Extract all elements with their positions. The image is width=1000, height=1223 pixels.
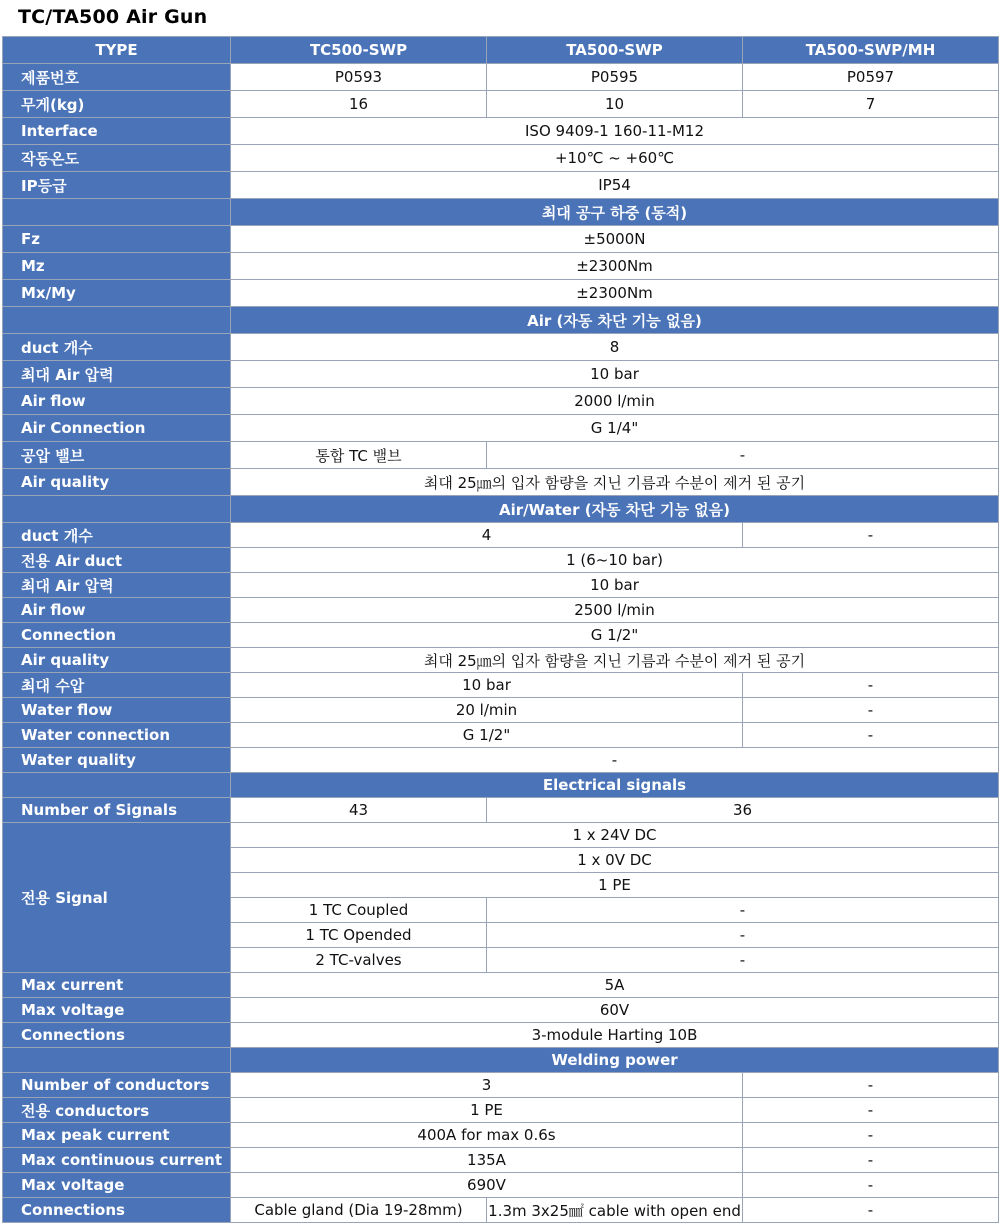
row-label: duct 개수 [3,334,231,361]
cell: 2500 l/min [231,598,999,623]
section-blank [3,307,231,334]
table-row [3,91,999,118]
cell: - [487,442,999,469]
cell: 400A for max 0.6s [231,1123,743,1148]
cell: - [743,673,999,698]
row-label: Connection [3,623,231,648]
table-row [3,748,999,773]
cell: 3-module Harting 10B [231,1023,999,1048]
section-blank [3,199,231,226]
section-blank [3,773,231,798]
table-row [3,253,999,280]
row-label: Max peak current [3,1123,231,1148]
cell: 최대 25㎛의 입자 함량을 지닌 기름과 수분이 제거 된 공기 [231,469,999,496]
cell: 8 [231,334,999,361]
table-row [3,648,999,673]
header-type: TYPE [3,37,231,64]
table-row [3,973,999,998]
row-label: Connections [3,1023,231,1048]
table-row [3,172,999,199]
cell: - [743,723,999,748]
cell: ±2300Nm [231,280,999,307]
row-label: IP등급 [3,172,231,199]
row-label: Air flow [3,598,231,623]
section-title-load: 최대 공구 하중 (동적) [231,199,999,226]
section-blank [3,1048,231,1073]
cell: ±2300Nm [231,253,999,280]
cell: 10 bar [231,573,999,598]
cell: 1 TC Coupled [231,898,487,923]
row-label: Air quality [3,648,231,673]
cell: 5A [231,973,999,998]
header-tc500-swp: TC500-SWP [231,37,487,64]
table-row [3,280,999,307]
cell: +10℃ ~ +60℃ [231,145,999,172]
cell: - [743,698,999,723]
table-row [3,145,999,172]
row-label: Number of Signals [3,798,231,823]
cell: 2000 l/min [231,388,999,415]
table-row [3,1123,999,1148]
cell: 690V [231,1173,743,1198]
row-label: 최대 수압 [3,673,231,698]
cell: - [743,1148,999,1173]
table-row [3,388,999,415]
cell: 10 [487,91,743,118]
section-title-air-water: Air/Water (자동 차단 기능 없음) [231,496,999,523]
row-label: Number of conductors [3,1073,231,1098]
cell: 43 [231,798,487,823]
row-label: 최대 Air 압력 [3,361,231,388]
table-row [3,415,999,442]
row-label: Mx/My [3,280,231,307]
cell: 4 [231,523,743,548]
table-row [3,64,999,91]
header-ta500-swp-mh: TA500-SWP/MH [743,37,999,64]
cell: ±5000N [231,226,999,253]
cell: - [743,1198,999,1223]
cell: G 1/4" [231,415,999,442]
section-header-row [3,496,999,523]
row-label: Mz [3,253,231,280]
cell: ISO 9409-1 160-11-M12 [231,118,999,145]
cell: - [743,1073,999,1098]
table-row [3,823,999,848]
cell: 135A [231,1148,743,1173]
cell: - [743,523,999,548]
cell: 최대 25㎛의 입자 함량을 지닌 기름과 수분이 제거 된 공기 [231,648,999,673]
cell: 1 TC Opended [231,923,487,948]
table-row [3,1198,999,1223]
row-label: 공압 밸브 [3,442,231,469]
cell: 60V [231,998,999,1023]
section-header-row [3,1048,999,1073]
cell: 16 [231,91,487,118]
table-row [3,442,999,469]
table-row [3,1173,999,1198]
row-label: Water connection [3,723,231,748]
row-label: Max voltage [3,998,231,1023]
table-row [3,226,999,253]
cell: P0597 [743,64,999,91]
cell: - [231,748,999,773]
table-row [3,723,999,748]
row-label: Interface [3,118,231,145]
table-row [3,1023,999,1048]
cell: - [743,1173,999,1198]
cell: 1 x 24V DC [231,823,999,848]
header-row [3,37,999,64]
row-label: Air quality [3,469,231,496]
table-row [3,334,999,361]
cell: 7 [743,91,999,118]
row-label: Water quality [3,748,231,773]
row-label: 전용 Signal [3,823,231,973]
cell: 통합 TC 밸브 [231,442,487,469]
cell: IP54 [231,172,999,199]
row-label: Water flow [3,698,231,723]
row-label: 전용 Air duct [3,548,231,573]
section-blank [3,496,231,523]
table-row [3,1098,999,1123]
table-row [3,673,999,698]
cell: 1 x 0V DC [231,848,999,873]
table-row [3,698,999,723]
spec-table [2,36,999,1223]
page-title: TC/TA500 Air Gun [18,6,208,28]
table-row [3,1148,999,1173]
cell: 10 bar [231,361,999,388]
row-label: Max continuous current [3,1148,231,1173]
row-label: 전용 conductors [3,1098,231,1123]
table-row [3,1073,999,1098]
header-ta500-swp: TA500-SWP [487,37,743,64]
cell: - [487,948,999,973]
cell: - [743,1098,999,1123]
table-row [3,118,999,145]
cell: P0595 [487,64,743,91]
cell: - [743,1123,999,1148]
row-label: Max current [3,973,231,998]
table-row [3,548,999,573]
row-label: Air flow [3,388,231,415]
section-title-air: Air (자동 차단 기능 없음) [231,307,999,334]
cell: 36 [487,798,999,823]
cell: Cable gland (Dia 19-28mm) [231,1198,487,1223]
table-row [3,573,999,598]
section-title-welding: Welding power [231,1048,999,1073]
cell: - [487,923,999,948]
cell: 1 PE [231,873,999,898]
row-label: 제품번호 [3,64,231,91]
cell: - [487,898,999,923]
row-label: Max voltage [3,1173,231,1198]
row-label: Connections [3,1198,231,1223]
cell: G 1/2" [231,723,743,748]
row-label: Fz [3,226,231,253]
cell: P0593 [231,64,487,91]
row-label: duct 개수 [3,523,231,548]
row-label: Air Connection [3,415,231,442]
row-label: 작동온도 [3,145,231,172]
section-header-row [3,199,999,226]
cell: 1 (6~10 bar) [231,548,999,573]
table-row [3,798,999,823]
cell: 3 [231,1073,743,1098]
table-row [3,523,999,548]
table-row [3,598,999,623]
cell: 10 bar [231,673,743,698]
row-label: 최대 Air 압력 [3,573,231,598]
section-header-row [3,773,999,798]
table-row [3,469,999,496]
row-label: 무게(kg) [3,91,231,118]
section-title-electrical: Electrical signals [231,773,999,798]
table-row [3,623,999,648]
cell: 1.3m 3x25㎟ cable with open end [487,1198,743,1223]
cell: G 1/2" [231,623,999,648]
table-row [3,361,999,388]
cell: 1 PE [231,1098,743,1123]
cell: 20 l/min [231,698,743,723]
cell: 2 TC-valves [231,948,487,973]
section-header-row [3,307,999,334]
table-row [3,998,999,1023]
